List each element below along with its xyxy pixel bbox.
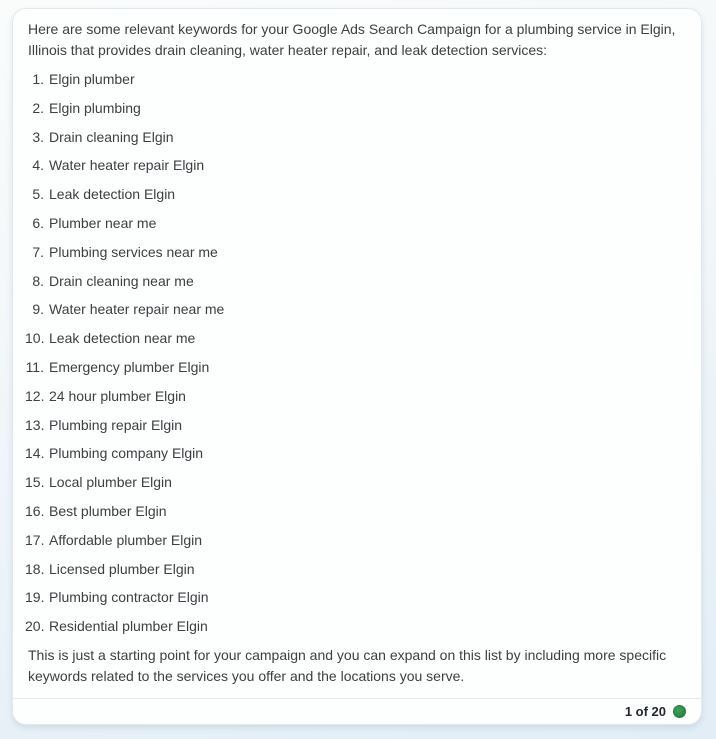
keyword-item [25, 386, 685, 407]
keyword-number: 4. [32, 157, 44, 174]
keyword-text: Elgin plumbing [49, 99, 141, 116]
keyword-text: Plumbing repair Elgin [49, 416, 183, 433]
keyword-item [25, 530, 685, 551]
pagination-label: 1 of 20 [624, 703, 666, 719]
intro-text: Here are some relevant keywords for your Google Ads Search Campaign for a plumbing service in Elgin, Illinois that provides drain cleaning, water heater repair, and leak detection services: [28, 21, 676, 58]
keyword-item [25, 184, 685, 205]
keyword-item [25, 155, 685, 176]
keyword-item [25, 559, 685, 580]
keyword-number: 12. [25, 387, 45, 404]
keyword-text: Drain cleaning Elgin [49, 128, 174, 145]
keyword-item [25, 69, 685, 90]
keyword-number: 13. [25, 416, 45, 433]
keyword-text: Licensed plumber Elgin [49, 560, 195, 577]
keyword-text: Leak detection near me [49, 330, 196, 347]
keyword-text: Local plumber Elgin [49, 474, 172, 491]
status-dot-icon [673, 705, 686, 718]
keyword-number: 2. [32, 99, 44, 116]
keyword-number: 14. [25, 445, 45, 462]
keyword-text: Elgin plumber [49, 71, 135, 87]
response-card [12, 8, 702, 725]
keyword-number: 19. [25, 589, 45, 606]
keyword-item [25, 587, 685, 608]
keyword-text: Emergency plumber Elgin [49, 358, 210, 375]
keyword-number: 8. [32, 272, 44, 289]
keyword-number: 17. [25, 531, 45, 548]
keyword-text: Best plumber Elgin [49, 502, 167, 519]
keyword-number: 7. [32, 243, 44, 260]
keyword-item [25, 472, 685, 493]
keyword-item [25, 357, 685, 378]
keyword-item [25, 443, 685, 464]
card-footer [13, 698, 701, 724]
keyword-text: Water heater repair near me [49, 301, 225, 318]
keyword-text: Residential plumber Elgin [49, 618, 208, 635]
keyword-number: 10. [25, 330, 45, 347]
keyword-item [25, 299, 685, 320]
keyword-text: Plumbing contractor Elgin [49, 589, 209, 606]
keyword-item [25, 501, 685, 522]
keyword-item [25, 415, 685, 436]
keyword-text: Water heater repair Elgin [49, 157, 205, 174]
keyword-text: Leak detection Elgin [49, 186, 176, 203]
keyword-item [25, 616, 685, 637]
keyword-text: Affordable plumber Elgin [49, 531, 203, 548]
keyword-number: 20. [25, 618, 45, 635]
keyword-number: 11. [25, 358, 44, 375]
keyword-number: 16. [25, 502, 45, 519]
keyword-item [25, 213, 685, 234]
keyword-number: 1. [32, 71, 44, 87]
keyword-text: 24 hour plumber Elgin [49, 387, 186, 404]
keyword-number: 9. [32, 301, 44, 318]
keyword-number: 5. [32, 186, 44, 203]
outro-text: This is just a starting point for your campaign and you can expand on this list by including more specific keywords related to the services you offer and the locations you serve. [28, 646, 667, 684]
keyword-item [25, 328, 685, 349]
keyword-item [25, 127, 685, 148]
keyword-number: 3. [32, 128, 44, 145]
keyword-item [25, 98, 685, 119]
keyword-number: 18. [25, 560, 45, 577]
keyword-list [25, 69, 685, 645]
keyword-text: Plumber near me [49, 214, 157, 231]
keyword-number: 15. [25, 474, 45, 491]
keyword-item [25, 242, 685, 263]
keyword-number: 6. [32, 214, 44, 231]
keyword-item [25, 271, 685, 292]
keyword-text: Drain cleaning near me [49, 272, 194, 289]
keyword-text: Plumbing services near me [49, 243, 218, 260]
keyword-text: Plumbing company Elgin [49, 445, 204, 462]
